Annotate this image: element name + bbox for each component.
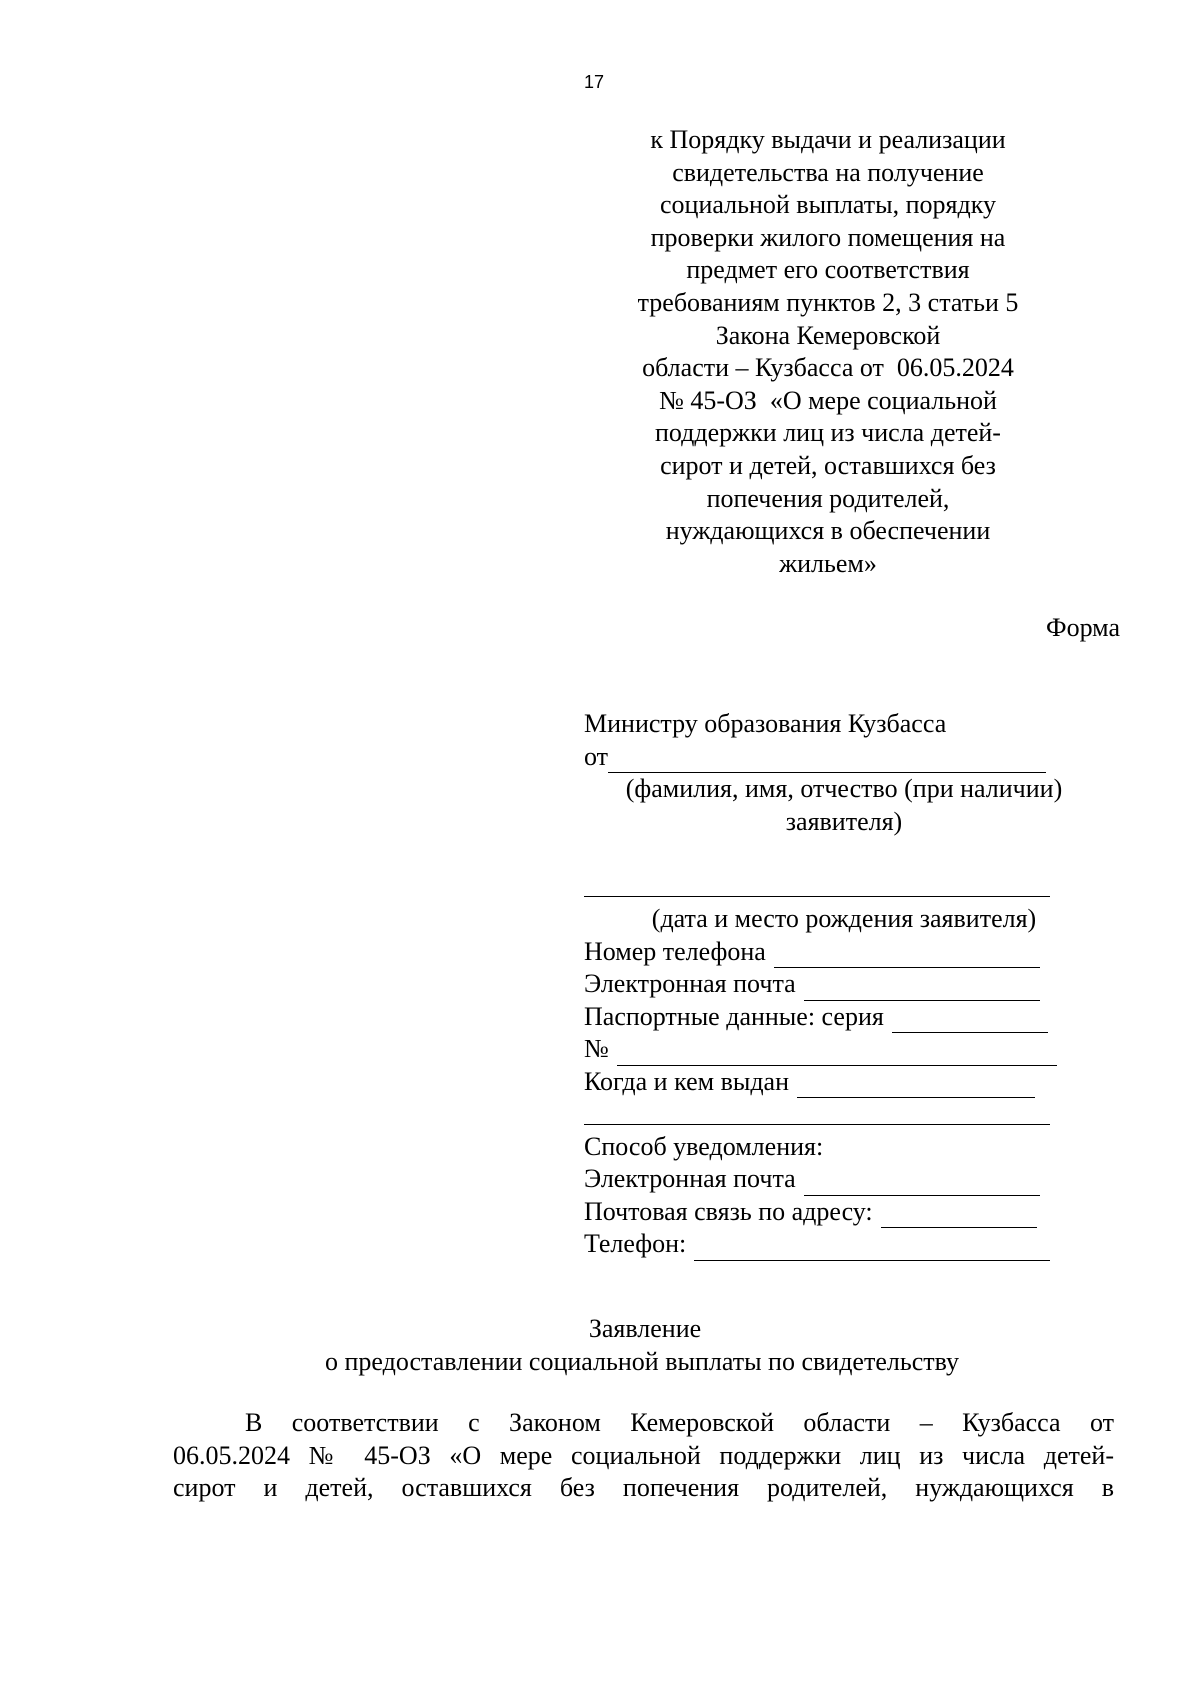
email-blank-line[interactable] <box>804 976 1040 1001</box>
appendix-line: поддержки лиц из числа детей- <box>655 418 1001 448</box>
email-row <box>584 968 1104 1001</box>
from-label: от <box>584 741 609 771</box>
notify-email-row <box>584 1163 1104 1196</box>
statement-subtitle: о предоставлении социальной выплаты по свидетельству <box>324 1347 959 1376</box>
notify-label: Способ уведомления: <box>584 1131 824 1161</box>
statement-body <box>173 1407 1114 1505</box>
notify-post-label: Почтовая связь по адресу: <box>584 1196 873 1226</box>
appendix-line: свидетельства на получение <box>672 157 984 187</box>
phone-label: Номер телефона <box>584 936 766 966</box>
body-line: 06.05.2024 № 45-ОЗ «О мере социальной поддержки лиц из числа детей- <box>173 1440 1114 1470</box>
appendix-line: нуждающихся в обеспечении <box>665 516 991 546</box>
passport-label: Паспортные данные: серия <box>584 1001 884 1031</box>
statement-title: Заявление <box>588 1314 702 1343</box>
addressee-block <box>584 708 1104 1261</box>
issued-blank-line[interactable] <box>797 1073 1035 1098</box>
notify-post-blank-line[interactable] <box>881 1203 1037 1228</box>
email-label: Электронная почта <box>584 969 796 998</box>
notify-email-label: Электронная почта <box>584 1164 796 1193</box>
body-line: В соответствии с Законом Кемеровской области – Кузбасса от <box>245 1408 1114 1437</box>
fio-hint: (фамилия, имя, отчество (при наличии) <box>625 774 1063 803</box>
phone-blank-line[interactable] <box>774 943 1040 968</box>
birth-hint: (дата и место рождения заявителя) <box>651 904 1037 933</box>
from-blank-line[interactable] <box>608 748 1046 773</box>
body-line: сирот и детей, оставшихся без попечения родителей, нуждающихся в <box>173 1473 1114 1502</box>
issued-blank-row[interactable] <box>584 1098 1104 1131</box>
appendix-block <box>633 124 1023 580</box>
fio-hint-cont: заявителя) <box>785 806 903 836</box>
appendix-line: попечения родителей, <box>706 483 950 513</box>
appendix-line: социальной выплаты, порядку <box>660 190 996 220</box>
number-label: № <box>584 1034 609 1063</box>
form-label: Форма <box>1046 613 1120 642</box>
from-row <box>584 741 1104 774</box>
birth-blank-line[interactable] <box>584 896 1050 897</box>
appendix-line: области – Кузбасса от 06.05.2024 <box>642 353 1014 383</box>
notify-email-blank-line[interactable] <box>804 1171 1040 1196</box>
passport-series-blank-line[interactable] <box>892 1008 1048 1033</box>
number-row <box>584 1033 1104 1066</box>
notify-phone-row <box>584 1228 1104 1261</box>
notify-phone-label: Телефон: <box>584 1229 687 1258</box>
phone-row <box>584 936 1104 969</box>
appendix-line: к Порядку выдачи и реализации <box>650 125 1006 154</box>
birth-blank-row[interactable] <box>584 871 1104 904</box>
spacer-row <box>584 838 1104 871</box>
passport-row <box>584 1001 1104 1034</box>
issued-row <box>584 1066 1104 1099</box>
appendix-line: Закона Кемеровской <box>715 320 941 350</box>
appendix-line: сирот и детей, оставшихся без <box>660 450 996 480</box>
notify-phone-blank-line[interactable] <box>694 1236 1050 1261</box>
page-number: 17 <box>583 72 605 92</box>
appendix-line: проверки жилого помещения на <box>650 222 1006 252</box>
addressee-to <box>584 708 1104 741</box>
issued-label: Когда и кем выдан <box>584 1066 790 1096</box>
number-blank-line[interactable] <box>617 1041 1057 1066</box>
issued-blank-line-2[interactable] <box>584 1124 1050 1125</box>
appendix-line: № 45-ОЗ «О мере социальной <box>659 385 997 415</box>
appendix-line: предмет его соответствия <box>686 255 970 285</box>
addressee-to-text: Министру образования Кузбасса <box>584 709 947 738</box>
appendix-line: жильем» <box>779 548 877 578</box>
notify-post-row <box>584 1196 1104 1229</box>
appendix-line: требованиям пунктов 2, 3 статьи 5 <box>637 287 1019 317</box>
notify-row <box>584 1131 1104 1164</box>
